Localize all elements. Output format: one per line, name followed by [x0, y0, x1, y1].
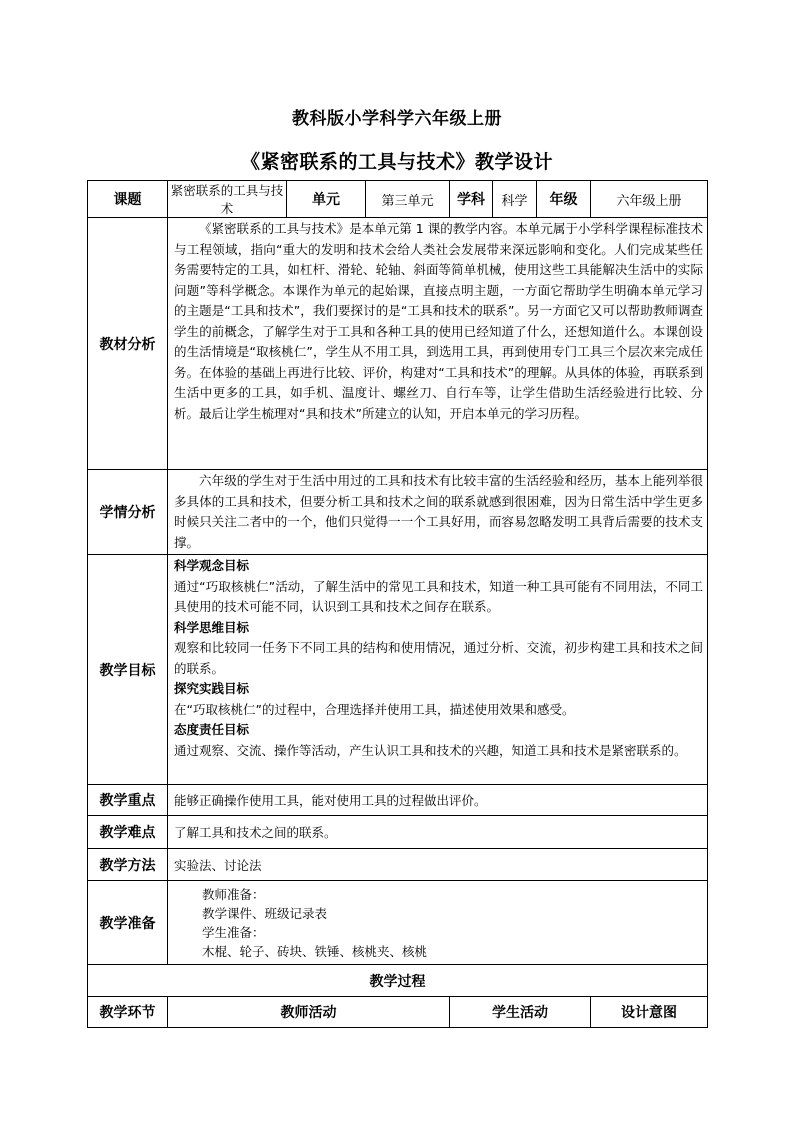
material-analysis-text: 《紧密联系的工具与技术》是本单元第 1 课的教学内容。本单元属于小学科学课程标准技术与工程领域，指向“重大的发明和技术会给人类社会发展带来深远影响和变化。人们完成某些任务需要特定的工具，如杠杆、滑轮、轮轴、斜面等简单机械，使用这些工具能解决生活中的实际问题”等科学概念。本课作为单元的起始课，直接点明主题，一方面它帮助学生明确本单元学习的主题是“工具和技术”，我们要探讨的是“工具和技术的联系”。另一方面它又可以帮助教师调查学生的前概念，了解学生对于工具和各种工具的使用已经知道了什么，还想知道什么。本课创设的生活情境是“取核桃仁”，学生从不用工具，到选用工具，再到使用专门工具三个层次来完成任务。在体验的基础上再进行比较、评价，构建对“工具和技术”的理解。从具体的体验，再联系到生活中更多的工具，如手机、温度计、螺丝刀、自行车等，让学生借助生活经验进行比较、分析。最后让学生梳理对“具和技术”所建立的认知，开启本单元的学习历程。	[174, 221, 704, 421]
process-title-row	[88, 965, 708, 997]
preparation-label: 教学准备	[88, 881, 168, 965]
goal-text-attitude: 通过观察、交流、操作等活动，产生认识工具和技术的兴趣，知道工具和技术是紧密联系的。	[174, 742, 687, 758]
difficulties-text: 了解工具和技术之间的联系。	[168, 816, 708, 849]
prep-line-teacher-heading: 教师准备：	[202, 887, 265, 902]
key-points-label: 教学重点	[88, 785, 168, 816]
prep-line-student-items: 木棍、轮子、砖块、铁锤、核桃夹、核桃	[202, 944, 428, 959]
lesson-plan-table	[87, 180, 708, 1028]
key-points-text: 能够正确操作使用工具，能对使用工具的过程做出评价。	[168, 785, 708, 816]
difficulties-row	[88, 816, 708, 849]
subject-value: 科学	[493, 181, 537, 218]
info-row	[88, 181, 708, 218]
subject-label: 学科	[450, 181, 493, 218]
goal-heading-attitude: 态度责任目标	[174, 722, 250, 737]
methods-label: 教学方法	[88, 849, 168, 881]
topic-value: 紧密联系的工具与技术	[168, 181, 287, 218]
prep-line-student-heading: 学生准备：	[202, 925, 265, 940]
topic-label: 课题	[88, 181, 168, 218]
process-title: 教学过程	[88, 965, 708, 997]
goal-text-concept: 通过“巧取核桃仁”活动，了解生活中的常见工具和技术，知道一种工具可能有不同用法，不同工具使用的技术可能不同，认识到工具和技术之间存在联系。	[174, 578, 704, 614]
difficulties-label: 教学难点	[88, 816, 168, 849]
methods-text: 实验法、讨论法	[168, 849, 708, 881]
document-subtitle: 《紧密联系的工具与技术》教学设计	[240, 151, 553, 173]
process-col-stage: 教学环节	[88, 997, 168, 1028]
grade-label: 年级	[537, 181, 591, 218]
student-analysis-label: 学情分析	[88, 470, 168, 555]
document-title: 教科版小学科学六年级上册	[292, 109, 502, 129]
goal-heading-thinking: 科学思维目标	[174, 619, 250, 635]
unit-value: 第三单元	[366, 181, 450, 218]
student-analysis-row	[88, 470, 708, 555]
grade-value: 六年级上册	[591, 181, 708, 218]
unit-label: 单元	[287, 181, 366, 218]
prep-line-teacher-items: 教学课件、班级记录表	[202, 906, 328, 921]
goal-text-practice: 在“巧取核桃仁”的过程中，合理选择并使用工具，描述使用效果和感受。	[174, 701, 575, 717]
student-analysis-text: 六年级的学生对于生活中用过的工具和技术有比较丰富的生活经验和经历，基本上能列举很多具体的工具和技术，但要分析工具和技术之间的联系就感到很困难，因为日常生活中学生更多时候只关注二者中的一个，他们只觉得一一个工具好用，而容易忽略发明工具背后需要的技术支撑。	[174, 473, 704, 550]
methods-row	[88, 849, 708, 881]
preparation-row	[88, 881, 708, 965]
process-header-row	[88, 997, 708, 1028]
teaching-goals-label: 教学目标	[88, 555, 168, 785]
material-analysis-label: 教材分析	[88, 218, 168, 470]
process-col-teacher: 教师活动	[168, 997, 450, 1028]
goal-heading-concept: 科学观念目标	[174, 558, 250, 573]
material-analysis-row	[88, 218, 708, 470]
goal-heading-practice: 探究实践目标	[174, 681, 250, 696]
process-col-intent: 设计意图	[591, 997, 708, 1028]
goal-text-thinking: 观察和比较同一任务下不同工具的结构和使用情况，通过分析、交流，初步构建工具和技术之间的联系。	[174, 640, 704, 676]
teaching-goals-row	[88, 555, 708, 785]
process-col-student: 学生活动	[450, 997, 591, 1028]
key-points-row	[88, 785, 708, 816]
